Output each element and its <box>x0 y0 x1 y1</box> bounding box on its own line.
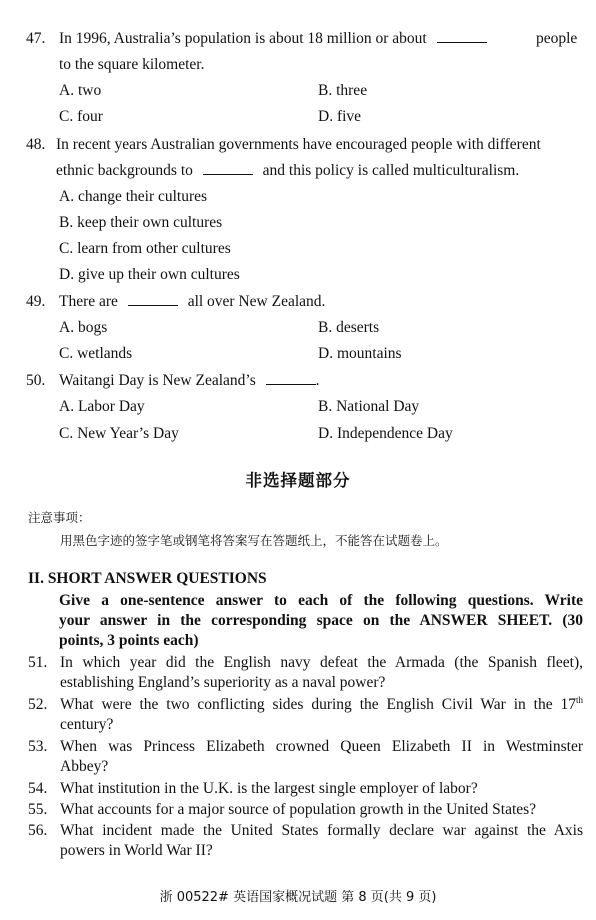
question-48-option-a <box>59 187 207 206</box>
question-48-option-b <box>59 213 222 232</box>
question-51-text: In which year did the English navy defeat the Armada (the Spanish fleet), <box>60 654 583 671</box>
option-text: Labor Day <box>77 398 145 415</box>
option-text: five <box>336 108 362 125</box>
option-label: D. <box>59 266 75 283</box>
question-51-number: 51. <box>28 654 48 671</box>
question-50-option-a <box>59 397 145 416</box>
option-label: A. <box>59 319 75 336</box>
question-49-stem <box>59 292 325 311</box>
option-label: A. <box>59 398 75 415</box>
question-50-stem-post: . <box>315 372 320 389</box>
option-label: C. <box>59 345 74 362</box>
option-label: C. <box>59 240 74 257</box>
question-48-stem-line2 <box>56 161 519 180</box>
question-52-number: 52. <box>28 696 48 713</box>
question-47-option-b <box>318 81 367 100</box>
section-2-instruction-line2: your answer in the corresponding space on the ANSWER SHEET. (30 <box>59 612 583 629</box>
question-51-text-line2: establishing England’s superiority as a naval power? <box>60 674 386 691</box>
question-52-text-main: What were the two conflicting sides during the English Civil War in the 17 <box>60 696 576 713</box>
answer-blank <box>128 292 178 306</box>
question-53-number: 53. <box>28 738 48 755</box>
section-2-instruction-line1: Give a one-sentence answer to each of the following questions. Write <box>59 592 583 609</box>
option-text: Independence Day <box>336 425 453 442</box>
question-55-text: What accounts for a major source of population growth in the United States? <box>60 801 537 818</box>
option-label: B. <box>318 82 333 99</box>
question-56-text: What incident made the United States formally declare war against the Axis <box>60 822 583 839</box>
question-48-number: 48. <box>26 136 46 153</box>
question-52-text-line2: century? <box>60 716 114 733</box>
option-text: two <box>77 82 102 99</box>
question-50-number: 50. <box>26 372 46 389</box>
option-text: four <box>77 108 103 125</box>
question-50-option-b <box>318 397 419 416</box>
option-text: mountains <box>336 345 402 362</box>
question-50-stem <box>59 371 320 390</box>
option-text: learn from other cultures <box>77 240 231 257</box>
notice-text: 用黑色字迹的签字笔或钢笔将答案写在答题纸上，不能答在试题卷上。 <box>60 533 448 548</box>
option-label: D. <box>318 425 334 442</box>
option-label: D. <box>318 108 334 125</box>
page-footer: 浙 00522# 英语国家概况试题 第 8 页(共 9 页) <box>159 890 437 905</box>
option-label: B. <box>318 398 333 415</box>
question-47-stem-line2: to the square kilometer. <box>59 56 205 73</box>
ordinal-superscript: th <box>575 694 583 705</box>
section-2-instruction-line3: points, 3 points each) <box>59 632 199 649</box>
question-56-text-line2: powers in World War II? <box>60 842 213 859</box>
option-label: A. <box>59 82 75 99</box>
option-text: give up their own cultures <box>77 266 240 283</box>
option-text: bogs <box>77 319 108 336</box>
question-48-option-d <box>59 265 240 284</box>
question-48-stem-pre: ethnic backgrounds to <box>56 162 193 179</box>
option-label: A. <box>59 188 75 205</box>
question-49-stem-post: all over New Zealand. <box>187 293 326 310</box>
notice-heading: 注意事项： <box>28 510 91 525</box>
question-49-option-a <box>59 318 107 337</box>
question-53-text-line2: Abbey? <box>60 758 109 775</box>
question-49-option-d <box>318 344 402 363</box>
question-47-stem-pre: In 1996, Australia’s population is about 18 million or about <box>59 30 427 47</box>
option-text: wetlands <box>77 345 133 362</box>
option-text: keep their own cultures <box>77 214 223 231</box>
question-47-option-d <box>318 107 361 126</box>
question-47-stem-post: people <box>536 30 578 47</box>
option-text: deserts <box>336 319 380 336</box>
answer-blank <box>437 29 487 43</box>
question-54-number: 54. <box>28 780 48 797</box>
question-47-option-c <box>59 107 103 126</box>
option-label: B. <box>59 214 74 231</box>
answer-blank <box>266 371 316 385</box>
option-text: New Year’s Day <box>77 425 179 442</box>
option-text: National Day <box>336 398 420 415</box>
question-49-number: 49. <box>26 293 46 310</box>
question-56-number: 56. <box>28 822 48 839</box>
option-label: B. <box>318 319 333 336</box>
section-2-heading: II. SHORT ANSWER QUESTIONS <box>28 570 267 587</box>
question-49-stem-pre: There are <box>59 293 118 310</box>
question-55-number: 55. <box>28 801 48 818</box>
question-47-stem <box>59 29 493 48</box>
answer-blank <box>203 161 253 175</box>
question-47-option-a <box>59 81 101 100</box>
question-48-stem-post: and this policy is called multiculturalism. <box>262 162 520 179</box>
option-text: three <box>336 82 368 99</box>
question-50-option-d <box>318 424 453 443</box>
question-50-stem-pre: Waitangi Day is New Zealand’s <box>59 372 256 389</box>
question-54-text: What institution in the U.K. is the largest single employer of labor? <box>60 780 478 797</box>
question-48-stem: In recent years Australian governments have encouraged people with different <box>56 136 541 153</box>
option-label: D. <box>318 345 334 362</box>
question-53-text: When was Princess Elizabeth crowned Queen Elizabeth II in Westminster <box>60 738 583 755</box>
question-50-option-c <box>59 424 179 443</box>
nonchoice-section-title: 非选择题部分 <box>245 471 351 490</box>
question-48-option-c <box>59 239 231 258</box>
question-52-text <box>60 695 583 714</box>
question-47-number: 47. <box>26 30 46 47</box>
question-49-option-c <box>59 344 132 363</box>
option-label: C. <box>59 425 74 442</box>
question-49-option-b <box>318 318 379 337</box>
option-label: C. <box>59 108 74 125</box>
option-text: change their cultures <box>77 188 208 205</box>
